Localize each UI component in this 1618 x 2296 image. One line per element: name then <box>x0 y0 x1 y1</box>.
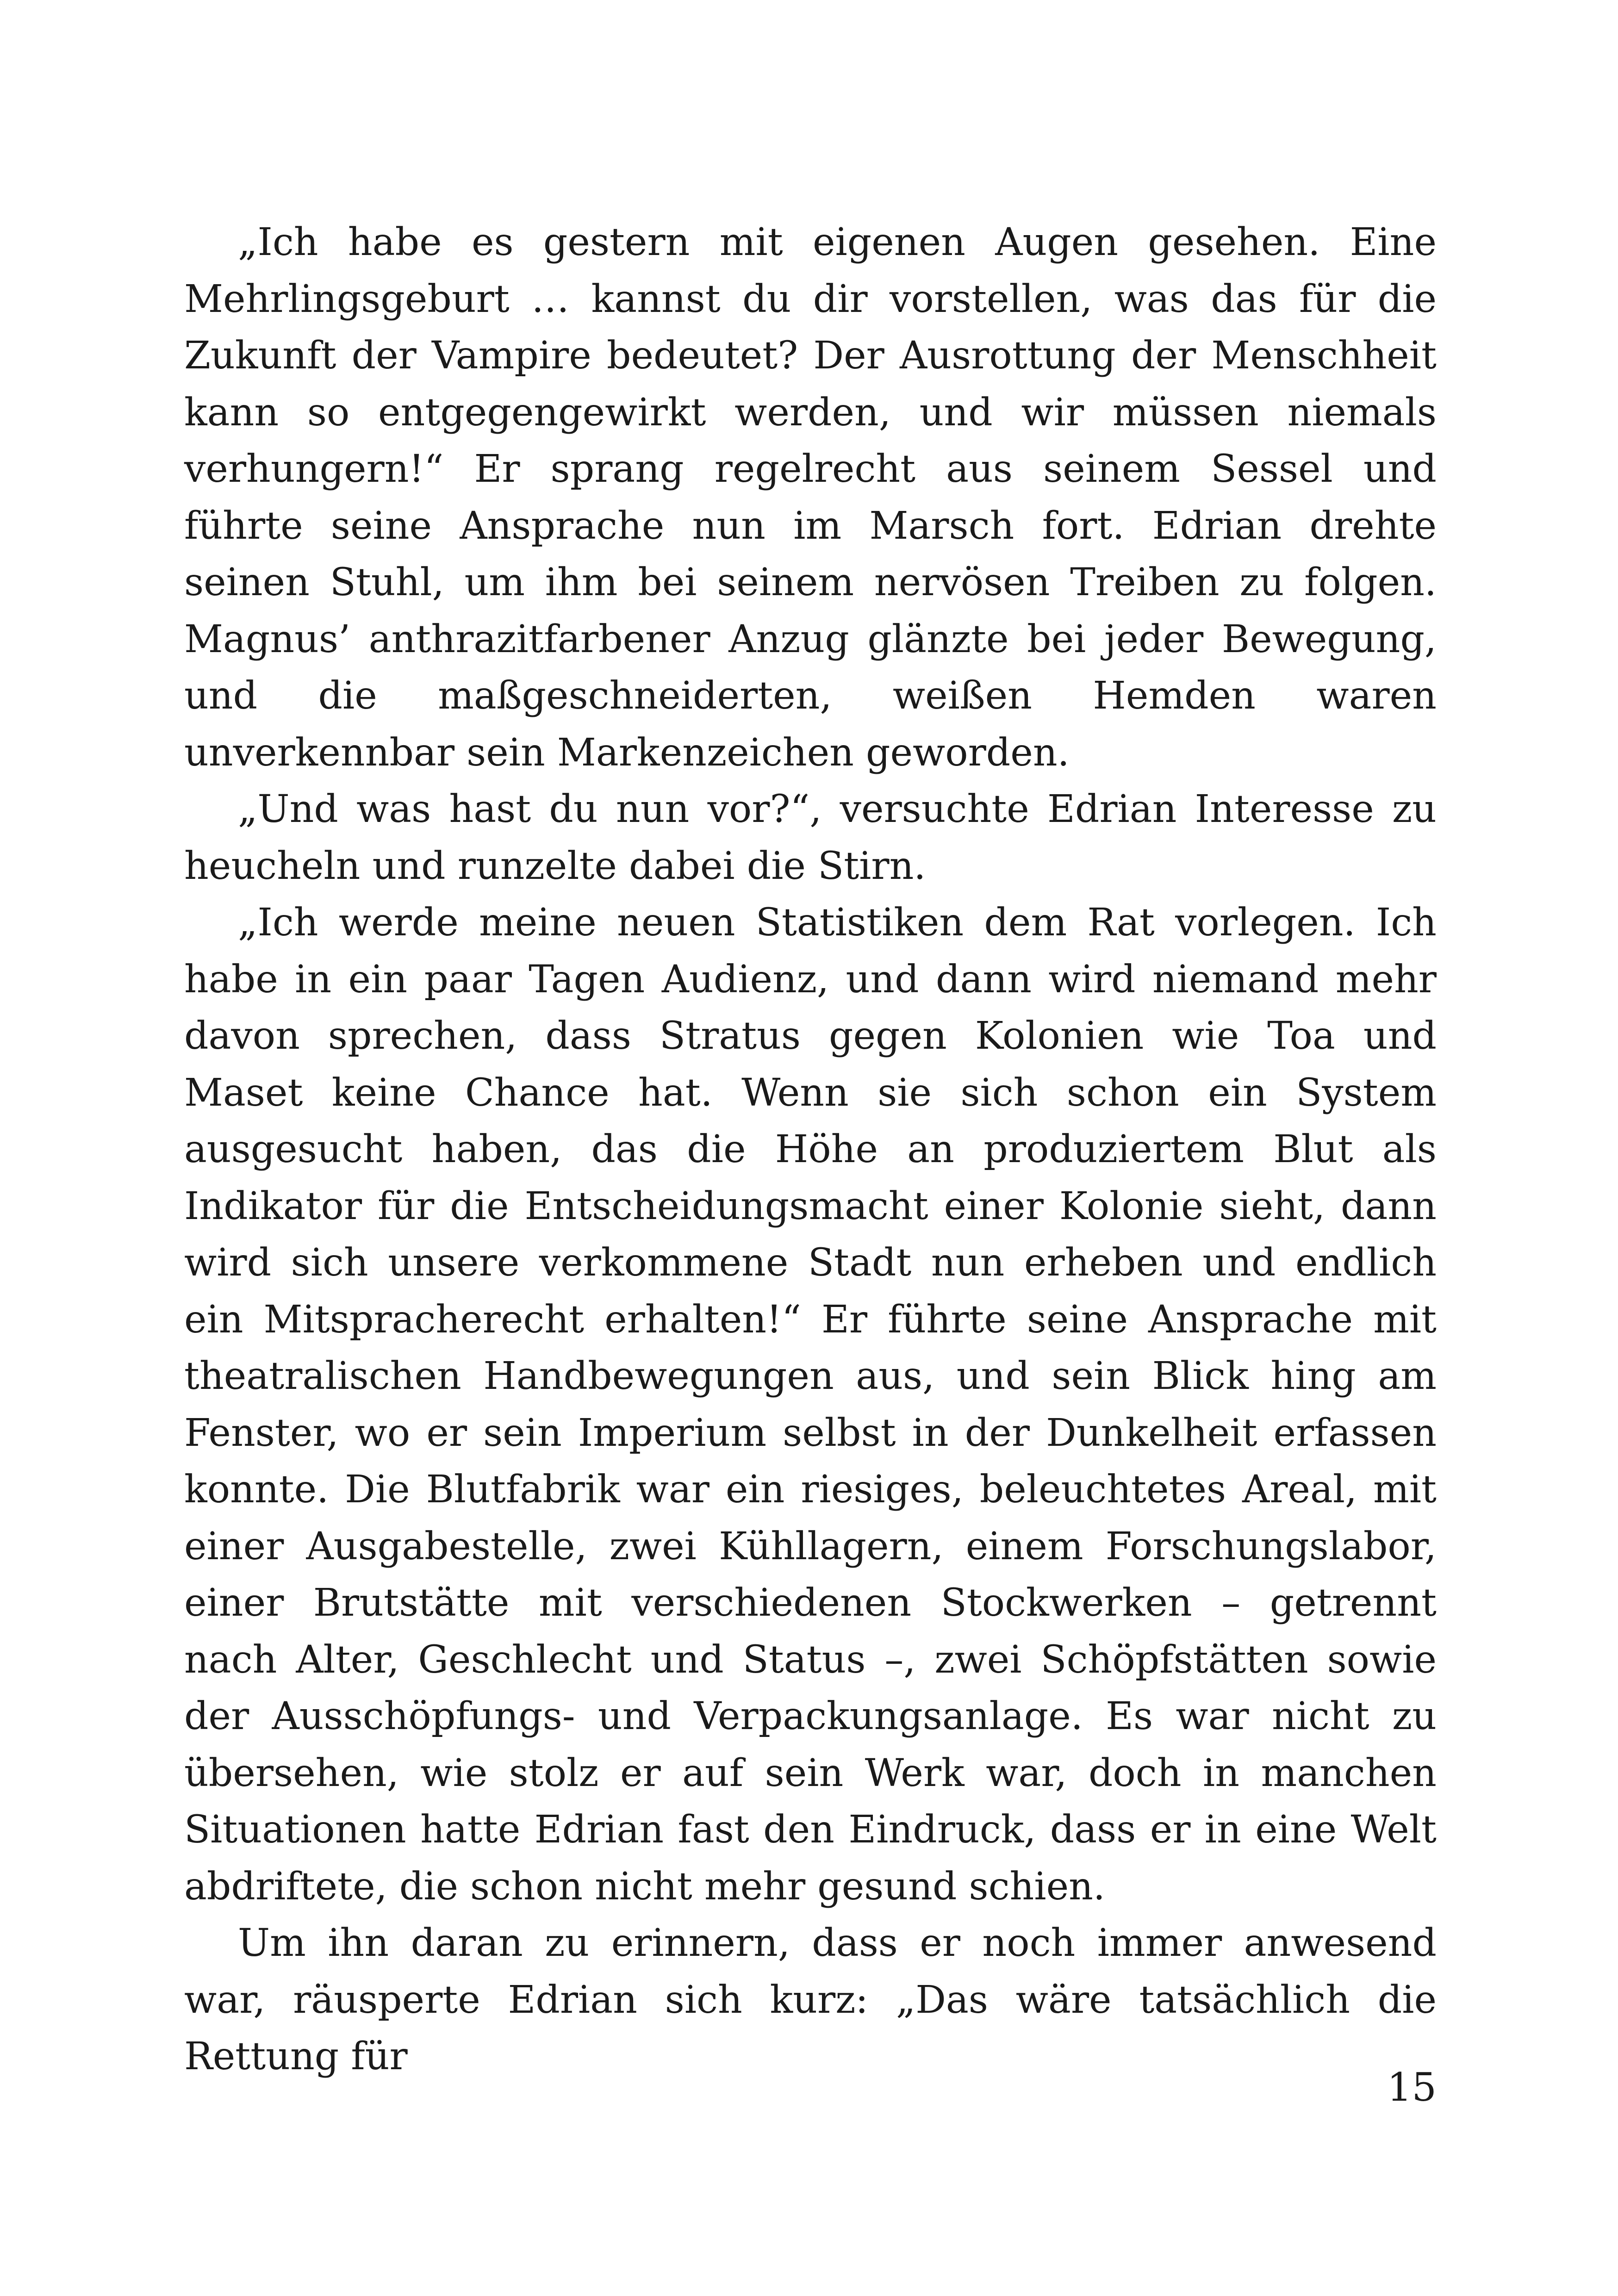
paragraph: „Ich habe es gestern mit eigenen Augen gesehen. Eine Mehrlingsgeburt … kannst du dir vorstellen, was das für die Zukunft der Vampire bedeutet? Der Ausrottung der Menschheit kann so entgegengewirkt werden, und wir müssen niemals verhungern!“ Er sprang regelrecht aus seinem Sessel und führte seine Ansprache nun im Marsch fort. Edrian drehte seinen Stuhl, um ihm bei seinem nervösen Treiben zu folgen. Magnus’ anthrazitfarbener Anzug glänzte bei jeder Bewegung, und die maßgeschneiderten, weißen Hemden waren unverkennbar sein Markenzeichen geworden. <box>184 220 1437 775</box>
body-text <box>184 214 1437 2085</box>
page-number: 15 <box>1387 2065 1437 2110</box>
paragraph-last: Um ihn daran zu erinnern, dass er noch immer anwesend war, räusperte Edrian sich kurz: „Das wäre tatsächlich die Rettung für <box>184 1921 1437 2078</box>
paragraph: „Und was hast du nun vor?“, versuchte Edrian Interesse zu heucheln und runzelte dabei die Stirn. <box>184 787 1437 888</box>
paragraph: „Ich werde meine neuen Statistiken dem Rat vorlegen. Ich habe in ein paar Tagen Audienz, und dann wird niemand mehr davon sprechen, dass Stratus gegen Kolonien wie Toa und Maset keine Chance hat. Wenn sie sich schon ein System ausgesucht haben, das die Höhe an produziertem Blut als Indikator für die Entscheidungsmacht einer Kolonie sieht, dann wird sich unsere verkommene Stadt nun erheben und endlich ein Mitspracherecht erhalten!“ Er führte seine Ansprache mit theatralischen Handbewegungen aus, und sein Blick hing am Fenster, wo er sein Imperium selbst in der Dunkelheit erfassen konnte. Die Blutfabrik war ein riesiges, beleuchtetes Areal, mit einer Ausgabestelle, zwei Kühllagern, einem Forschungslabor, einer Brutstätte mit verschiedenen Stockwerken – getrennt nach Alter, Geschlecht und Status –, zwei Schöpfstätten sowie der Ausschöpfungs- und Verpackungsanlage. Es war nicht zu übersehen, wie stolz er auf sein Werk war, doch in manchen Situationen hatte Edrian fast den Eindruck, dass er in eine Welt abdriftete, die schon nicht mehr gesund schien. <box>184 901 1437 1909</box>
